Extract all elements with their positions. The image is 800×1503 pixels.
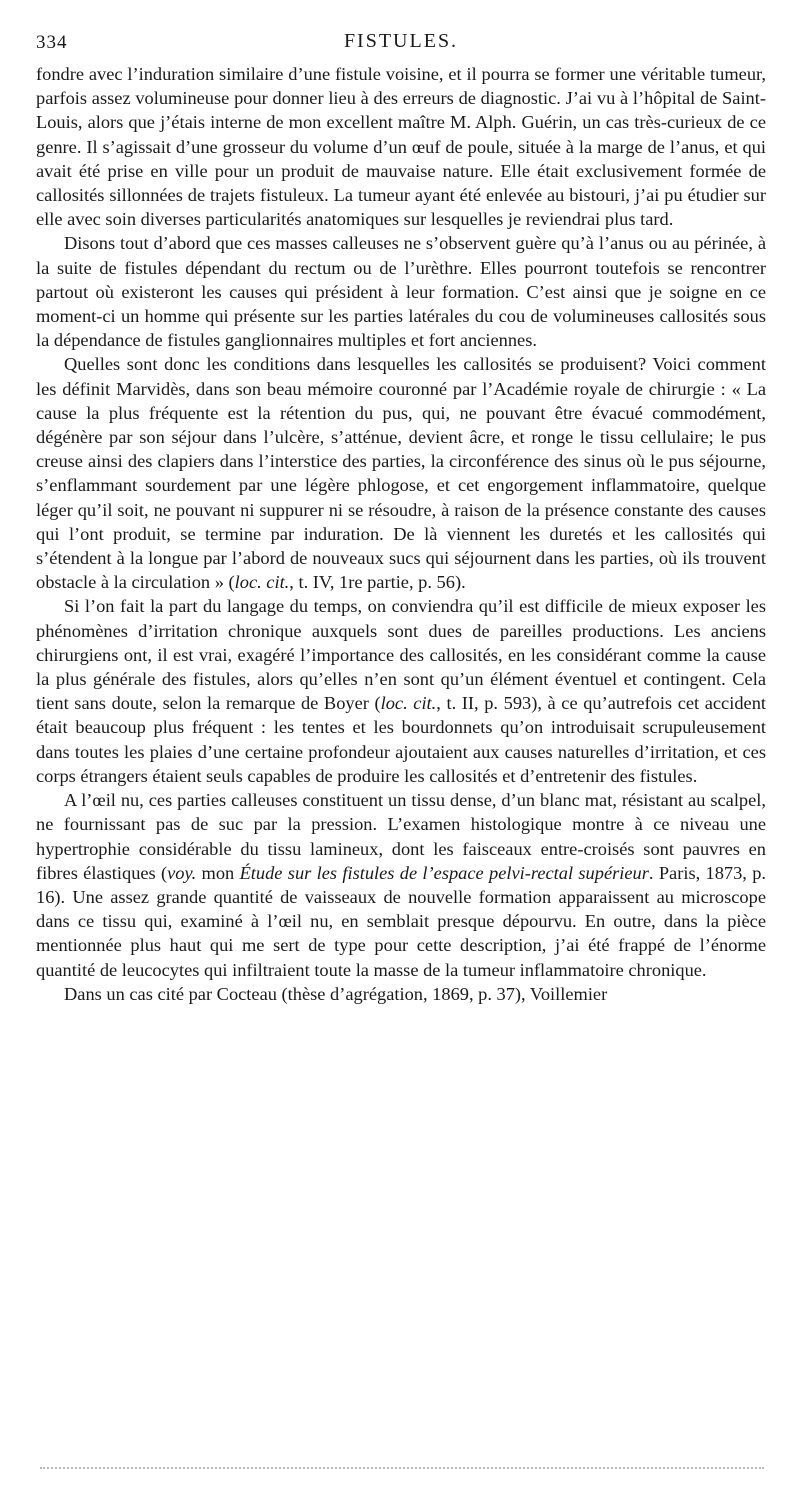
running-title: FISTULES. xyxy=(343,30,459,52)
text-run: , t. IV, 1re partie, p. 56). xyxy=(289,572,466,593)
paragraph-p6 xyxy=(36,982,766,1006)
italic-text: loc. cit. xyxy=(380,693,437,714)
paragraph-p4 xyxy=(36,594,766,788)
page-number: 334 xyxy=(36,32,68,53)
text-run: , t. II, p. 593), à ce qu’autrefois cet accident était beaucoup plus fréquent : les tentes et les bourdonnets qu’on introduisait scrupuleusement dans toutes les plaies d’une certaine profondeur ajoutaient aux causes naturelles d’irritation, et ces corps étrangers étaient seuls capables de produire les callosités et d’entretenir des fistules. xyxy=(36,693,766,786)
page-bottom-rule xyxy=(40,1467,764,1469)
text-run: fondre avec l’induration similaire d’une fistule voisine, et il pourra se former une véritable tumeur, parfois assez volumineuse pour donner lieu à des erreurs de diagnostic. J’ai vu à l’hôpital de Saint-Louis, alors que j’étais interne de mon excellent maître M. Alph. Guérin, un cas très-curieux de ce genre. Il s’agissait d’une grosseur du volume d’un œuf de poule, située à la marge de l’anus, et qui avait été prise en ville pour un produit de mauvaise nature. Elle était exclusivement formée de callosités sillonnées de trajets fistuleux. La tumeur ayant été enlevée au bistouri, j’ai pu étudier sur elle avec soin diverses particularités anatomiques sur lesquelles je reviendrai plus tard. xyxy=(36,64,766,230)
italic-text: voy. xyxy=(167,862,197,883)
text-run: A l’œil nu, ces parties calleuses constituent un tissu dense, d’un blanc mat, résistant au scalpel, ne fournissant pas de suc par la pression. L’examen histologique montre à ce niveau une hypertrophie considérable du tissu lamineux, dont les faisceaux entre-croisés sont pauvres en fibres élastiques ( xyxy=(36,790,766,883)
text-run: . Paris, 1873, p. 16). Une assez grande quantité de vaisseaux de nouvelle formation apparaissent au microscope dans ce tissu qui, examiné à l’œil nu, en semblait presque dépourvu. En outre, dans la pièce mentionnée plus haut qui me sert de type pour cette description, j’ai été frappé de l’énorme quantité de leucocytes qui infiltraient toute la masse de la tumeur inflammatoire chronique. xyxy=(36,862,766,980)
paragraph-p2 xyxy=(36,231,766,352)
text-run: Disons tout d’abord que ces masses calleuses ne s’observent guère qu’à l’anus ou au périnée, à la suite de fistules dépendant du rectum ou de l’urèthre. Elles pourront toutefois se rencontrer partout où existeront les causes qui président à leur formation. C’est ainsi que je soigne en ce moment-ci un homme qui présente sur les parties latérales du cou de volumineuses callosités sous la dépendance de fistules ganglionnaires multiples et fort anciennes. xyxy=(36,233,766,351)
text-run: Si l’on fait la part du langage du temps, on conviendra qu’il est difficile de mieux exposer les phénomènes d’irritation chronique auxquels sont dues de pareilles productions. Les anciens chirurgiens ont, il est vrai, exagéré l’importance des callosités, en les considérant comme la cause la plus générale des fistules, alors qu’elles n’en sont qu’un élément éventuel et contingent. Cela tient sans doute, selon la remarque de Boyer ( xyxy=(36,596,766,714)
paragraph-p5 xyxy=(36,788,766,982)
text-run: Quelles sont donc les conditions dans lesquelles les callosités se produisent? Voici comment les définit Marvidès, dans son beau mémoire couronné par l’Académie royale de chirurgie : « La cause la plus fréquente est la rétention du pus, qui, ne pouvant être évacué commodément, dégénère par son séjour dans l’ulcère, s’atténue, devient âcre, et ronge le tissu cellulaire; le pus creuse ainsi des clapiers dans l’interstice des parties, la circonférence des sinus où le pus séjourne, s’enflammant sourdement par une légère phlogose, et cet engorgement inflammatoire, quelque léger qu’il soit, ne pouvant ni suppurer ni se résoudre, à raison de la présence constante des causes qui l’ont produit, se termine par induration. De là viennent les duretés et les callosités qui s’étendent à la longue par l’abord de nouveaux sucs qui séjournent dans les parties, où ils trouvent obstacle à la circulation » ( xyxy=(36,354,766,593)
paragraph-p3 xyxy=(36,352,766,594)
text-run: mon xyxy=(196,862,240,883)
body-text xyxy=(36,62,766,1006)
italic-text: loc. cit. xyxy=(234,572,290,593)
text-run: Dans un cas cité par Cocteau (thèse d’agrégation, 1869, p. 37), Voillemier xyxy=(64,983,608,1004)
running-head xyxy=(36,28,766,58)
paragraph-p1 xyxy=(36,62,766,231)
italic-text: Étude sur les fistules de l’espace pelvi-rectal supérieur xyxy=(239,862,649,883)
